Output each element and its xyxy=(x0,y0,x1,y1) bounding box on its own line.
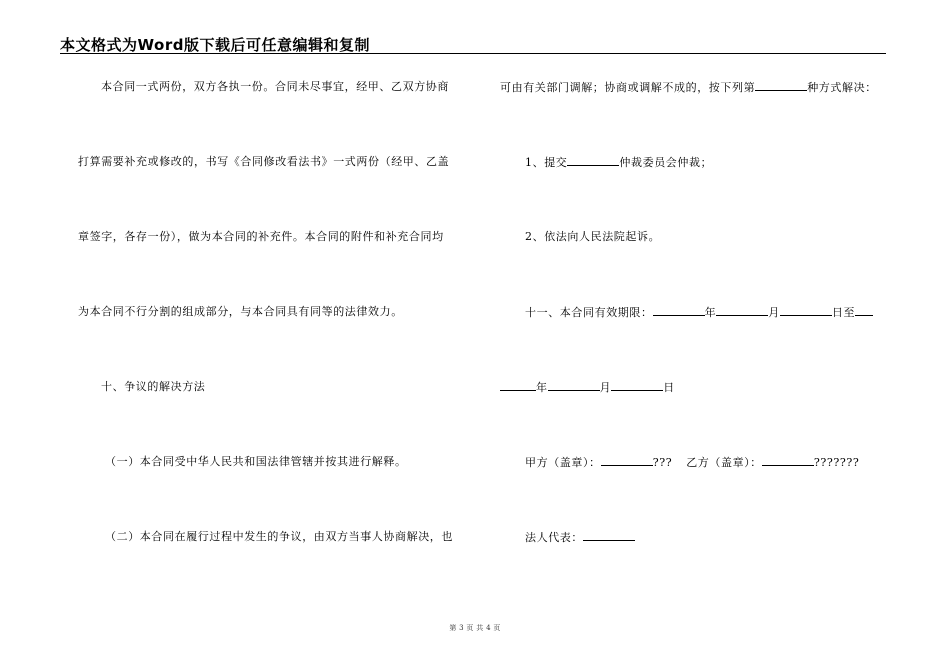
end-year-blank[interactable] xyxy=(500,380,536,391)
option-arbitration-prefix: 1、提交 xyxy=(525,156,568,169)
start-day-blank[interactable] xyxy=(780,305,832,316)
option-litigation: 2、依法向人民法院起诉。 xyxy=(525,230,661,243)
method-number-blank[interactable] xyxy=(755,80,807,91)
section-ten-item-two: （二）本合同在履行过程中发生的争议，由双方当事人协商解决，也 xyxy=(105,530,453,543)
month-label: 月 xyxy=(768,306,780,319)
contract-copies-paragraph-line-2: 打算需要补充或修改的，书写《合同修改看法书》一式两份（经甲、乙盖 xyxy=(78,155,450,168)
end-day-blank[interactable] xyxy=(611,380,663,391)
party-b-stamp-label: 乙方（盖章）： xyxy=(686,456,762,469)
party-b-trailing: ??????? xyxy=(813,456,860,469)
validity-end-line xyxy=(500,380,675,395)
dispute-resolution-suffix: 种方式解决： xyxy=(807,81,877,94)
validity-period-label: 十一、本合同有效期限： xyxy=(525,306,653,319)
to-label: 至 xyxy=(843,306,856,319)
section-ten-heading: 十、争议的解决方法 xyxy=(101,380,206,393)
header-divider xyxy=(60,53,886,54)
arbitration-committee-blank[interactable] xyxy=(567,155,619,166)
start-month-blank[interactable] xyxy=(716,305,768,316)
dispute-resolution-text: 可由有关部门调解；协商或调解不成的，按下列第 xyxy=(500,81,756,94)
day-label: 日 xyxy=(831,306,844,319)
end-day-label: 日 xyxy=(663,381,675,394)
legal-representative-line xyxy=(525,530,635,545)
year-label: 年 xyxy=(704,306,717,319)
section-ten-item-one: （一）本合同受中华人民共和国法律管辖并按其进行解释。 xyxy=(105,455,407,468)
validity-period-line xyxy=(525,305,873,320)
contract-copies-paragraph-line-3: 章签字，各存一份），做为本合同的补充件。本合同的附件和补充合同均 xyxy=(78,230,444,243)
legal-representative-label: 法人代表： xyxy=(525,531,583,544)
option-arbitration-suffix: 仲裁委员会仲裁； xyxy=(619,156,713,169)
dispute-resolution-line xyxy=(500,80,877,95)
end-month-label: 月 xyxy=(599,381,612,394)
contract-copies-paragraph-line-1: 本合同一式两份，双方各执一份。合同未尽事宜，经甲、乙双方协商 xyxy=(101,80,449,93)
party-a-stamp-blank[interactable] xyxy=(601,455,653,466)
party-b-stamp-blank[interactable] xyxy=(762,455,814,466)
contract-copies-paragraph-line-4: 为本合同不行分割的组成部分，与本合同具有同等的法律效力。 xyxy=(78,305,403,318)
page-number-footer: 第 3 页 共 4 页 xyxy=(449,624,501,632)
end-year-blank-part[interactable] xyxy=(855,305,873,316)
party-a-stamp-label: 甲方（盖章）： xyxy=(525,456,601,469)
document-header-title: 本文格式为Word版下载后可任意编辑和复制 xyxy=(60,36,370,54)
party-a-trailing: ??? xyxy=(652,456,673,469)
option-arbitration xyxy=(525,155,712,170)
end-month-blank[interactable] xyxy=(548,380,600,391)
signature-stamp-line xyxy=(525,455,859,470)
legal-representative-blank[interactable] xyxy=(583,530,635,541)
start-year-blank[interactable] xyxy=(653,305,705,316)
end-year-label: 年 xyxy=(536,381,548,394)
